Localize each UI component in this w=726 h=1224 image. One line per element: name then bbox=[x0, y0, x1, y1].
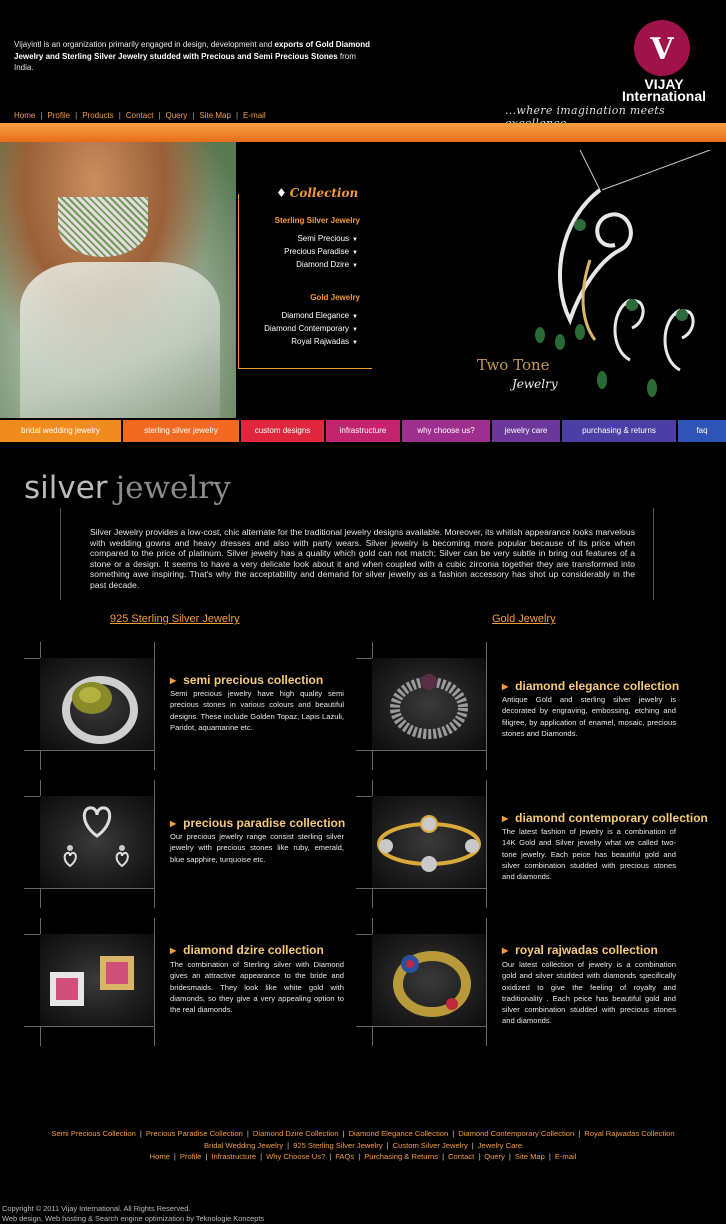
header bbox=[0, 0, 726, 123]
footer-link[interactable]: Jewelry Care bbox=[477, 1140, 523, 1150]
card-title[interactable]: ▶ royal rajwadas collection bbox=[502, 943, 658, 957]
logo-name: VIJAY International bbox=[621, 76, 706, 104]
footer-link[interactable]: Diamond Elegance Collection bbox=[348, 1129, 449, 1138]
footer-link[interactable]: Profile bbox=[179, 1152, 202, 1161]
menu-diamond-contemporary[interactable]: Diamond Contemporary ▼ bbox=[264, 324, 358, 333]
tab-purchasing-returns[interactable]: purchasing & returns bbox=[562, 420, 678, 442]
footer-link[interactable]: Why Choose Us? bbox=[266, 1152, 326, 1161]
pendant-image bbox=[520, 150, 720, 400]
credits: Web design, Web hosting & Search engine optimization by Teknologie Koncepts bbox=[2, 1213, 265, 1223]
card-title[interactable]: ▶ diamond dzire collection bbox=[170, 943, 324, 957]
nav-sitemap[interactable]: Site Map bbox=[199, 111, 231, 120]
footer-link[interactable]: Royal Rajwadas Collection bbox=[584, 1129, 675, 1138]
footer-link[interactable]: Contact bbox=[448, 1152, 475, 1161]
footer-link[interactable]: Purchasing & Returns bbox=[364, 1152, 439, 1161]
banner bbox=[0, 142, 726, 420]
card-description: The latest fashion of jewelry is a combination of 14K Gold and Silver jewelry what we called two-tone jewelry. Each peice has beautiful gold and silver combination studded with precious stones and diamonds. bbox=[502, 827, 676, 882]
card-diamond-elegance[interactable] bbox=[356, 642, 686, 770]
card-precious-paradise[interactable] bbox=[24, 780, 354, 908]
card-diamond-dzire[interactable] bbox=[24, 918, 354, 1046]
footer-link[interactable]: E-mail bbox=[554, 1152, 577, 1161]
copyright: Copyright © 2011 Vijay International. All Rights Reserved. Web design, Web hosting & Search engine optimization by Teknologie Koncepts bbox=[2, 1204, 265, 1223]
footer-link[interactable]: Query bbox=[484, 1152, 505, 1161]
card-title[interactable]: ▶ diamond elegance collection bbox=[502, 679, 679, 693]
footer-links bbox=[0, 1128, 726, 1163]
footer-link[interactable]: Semi Precious Collection bbox=[51, 1129, 136, 1138]
heart-earrings-image[interactable] bbox=[40, 796, 154, 888]
footer-link[interactable]: Site Map bbox=[514, 1152, 545, 1161]
intro-text: Vijayintl is an organization primarily engaged in design, development and exports of Gold Diamond Jewelry and Sterling Silver Jewelry studded with Precious and Semi Precious Stones from India. bbox=[14, 40, 371, 72]
footer-link[interactable]: FAQs bbox=[335, 1152, 355, 1161]
tab-jewelry-care[interactable]: jewelry care bbox=[492, 420, 562, 442]
tab-faq[interactable]: faq bbox=[678, 420, 726, 442]
card-description: Antique Gold and sterling silver jewelry is decorated by engraving, embossing, etching and filigree, by application of enamel, mosaic, precious stones and Diamonds. bbox=[502, 695, 676, 738]
peacock-bangle-image[interactable] bbox=[372, 934, 486, 1026]
card-title[interactable]: ▶ semi precious collection bbox=[170, 673, 323, 687]
card-description: Our precious jewelry range consist sterling silver jewelry with precious stones like ruby, emerald, blue sapphire, turquoise etc. bbox=[170, 832, 344, 864]
card-title[interactable]: ▶ precious paradise collection bbox=[170, 816, 345, 830]
tab-infrastructure[interactable]: infrastructure bbox=[326, 420, 402, 442]
square-earrings-image[interactable] bbox=[40, 934, 154, 1026]
silver-collection-heading[interactable]: Sterling Silver Jewelry bbox=[274, 216, 360, 225]
footer-link[interactable]: Bridal Wedding Jewelry bbox=[203, 1140, 284, 1150]
top-nav: Home | Profile | Products | Contact | Query | Site Map | E-mail bbox=[14, 111, 266, 120]
promo-title: Two Tone bbox=[477, 356, 550, 374]
category-tabs bbox=[0, 420, 726, 442]
tab-custom-designs[interactable]: custom designs bbox=[241, 420, 326, 442]
footer-link[interactable]: Precious Paradise Collection bbox=[145, 1129, 243, 1138]
card-description: Our latest collection of jewelry is a combination gold and silver studded with diamonds specifically oxidized to give the feeling of royalty and traditionality . Each peice has beautiful gold and silver combination studded with precious stones and diamonds. bbox=[502, 960, 676, 1026]
collection-menu bbox=[238, 194, 372, 369]
footer-link[interactable]: Infrastructure bbox=[211, 1152, 257, 1161]
footer-link[interactable]: Home bbox=[149, 1152, 170, 1161]
nav-contact[interactable]: Contact bbox=[125, 111, 154, 120]
tagline: ...where imagination meets bbox=[505, 104, 665, 117]
nav-home[interactable]: Home bbox=[14, 111, 36, 120]
intro-paragraph: Silver Jewelry provides a low-cost, chic alternate for the traditional jewelry designs available. Moreover, its whitish appearance looks marvelous with wedding gowns and heavy dresses and also with party wears. Silver jewelry is becoming more popular because of its price when compared to the price of platinum. Silver jewelry has a quality which gold can not match; Silver can be very subtle in bring out features of a stone or a design. It seems to have a very delicate look about it and when coupled with a cubic zirconia together they are transformed into something awe inspiring. That's why the acceptability and demand for silver jewelry as a fashion accessory has shot up considerably in the past decade. bbox=[90, 527, 635, 590]
nav-products[interactable]: Products bbox=[82, 111, 114, 120]
silver-section-link[interactable]: 925 Sterling Silver Jewelry bbox=[110, 613, 240, 625]
card-royal-rajwadas[interactable] bbox=[356, 918, 686, 1046]
tab-why-choose-us[interactable]: why choose us? bbox=[402, 420, 492, 442]
logo[interactable] bbox=[600, 12, 720, 102]
card-semi-precious[interactable] bbox=[24, 642, 354, 770]
orange-divider bbox=[0, 123, 726, 142]
footer-row-pages: Home | Profile | Infrastructure | Why Choose Us? | FAQs | Purchasing & Returns | Contact | Query | Site Map | E-mail bbox=[149, 1152, 577, 1161]
diamond-icon: ♦ bbox=[276, 186, 287, 200]
gold-section-link[interactable]: Gold Jewelry bbox=[492, 613, 556, 625]
card-title[interactable]: ▶ diamond contemporary collection bbox=[502, 811, 708, 825]
nav-query[interactable]: Query bbox=[165, 111, 188, 120]
tab-bridal-wedding-jewelry[interactable]: bridal wedding jewelry bbox=[0, 420, 123, 442]
nav-email[interactable]: E-mail bbox=[243, 111, 266, 120]
tab-sterling-silver-jewelry[interactable]: sterling silver jewelry bbox=[123, 420, 241, 442]
ring-image[interactable] bbox=[40, 658, 154, 750]
nav-profile[interactable]: Profile bbox=[47, 111, 71, 120]
card-description: The combination of Sterling silver with Diamond gives an attractive appearance to the bride and bridesmaids. They look like white gold with diamonds, so they give a very appealing option to the real diamonds. bbox=[170, 960, 344, 1015]
page-title: silver jewelry bbox=[24, 470, 231, 506]
menu-semi-precious[interactable]: Semi Precious ▼ bbox=[297, 234, 358, 243]
menu-royal-rajwadas[interactable]: Royal Rajwadas ▼ bbox=[291, 337, 358, 346]
menu-diamond-dzire[interactable]: Diamond Dzire ▼ bbox=[296, 260, 358, 269]
bangle-image[interactable] bbox=[372, 796, 486, 888]
card-description: Semi precious jewelry have high quality semi precious stones in various colours and beautiful designs. These include Golden Topaz, Lapis Lazuli, Paridot, aquamarine etc. bbox=[170, 689, 344, 732]
menu-precious-paradise[interactable]: Precious Paradise ▼ bbox=[284, 247, 358, 256]
promo-subtitle: Jewelry bbox=[512, 377, 558, 391]
footer-row-categories: Bridal Wedding Jewelry | 925 Sterling Silver Jewelry | Custom Silver Jewelry | Jewelry Care bbox=[203, 1140, 523, 1150]
gold-collection-heading[interactable]: Gold Jewelry bbox=[310, 293, 360, 302]
footer-link[interactable]: Custom Silver Jewelry bbox=[392, 1140, 468, 1150]
footer-link[interactable]: Diamond Contemporary Collection bbox=[458, 1129, 575, 1138]
footer-row-collections: Semi Precious Collection | Precious Paradise Collection | Diamond Dzire Collection | Diamond Elegance Collection | Diamond Contemporary Collection | Royal Rajwadas Collection bbox=[51, 1129, 675, 1138]
logo-emblem: V bbox=[634, 20, 690, 76]
card-diamond-contemporary[interactable] bbox=[356, 780, 708, 908]
model-photo bbox=[0, 142, 236, 418]
antique-ring-image[interactable] bbox=[372, 658, 486, 750]
menu-diamond-elegance[interactable]: Diamond Elegance ▼ bbox=[281, 311, 358, 320]
collection-title: ♦ Collection bbox=[276, 186, 359, 200]
footer-link[interactable]: Diamond Dzire Collection bbox=[252, 1129, 339, 1138]
footer-link[interactable]: 925 Sterling Silver Jewelry bbox=[293, 1140, 383, 1150]
